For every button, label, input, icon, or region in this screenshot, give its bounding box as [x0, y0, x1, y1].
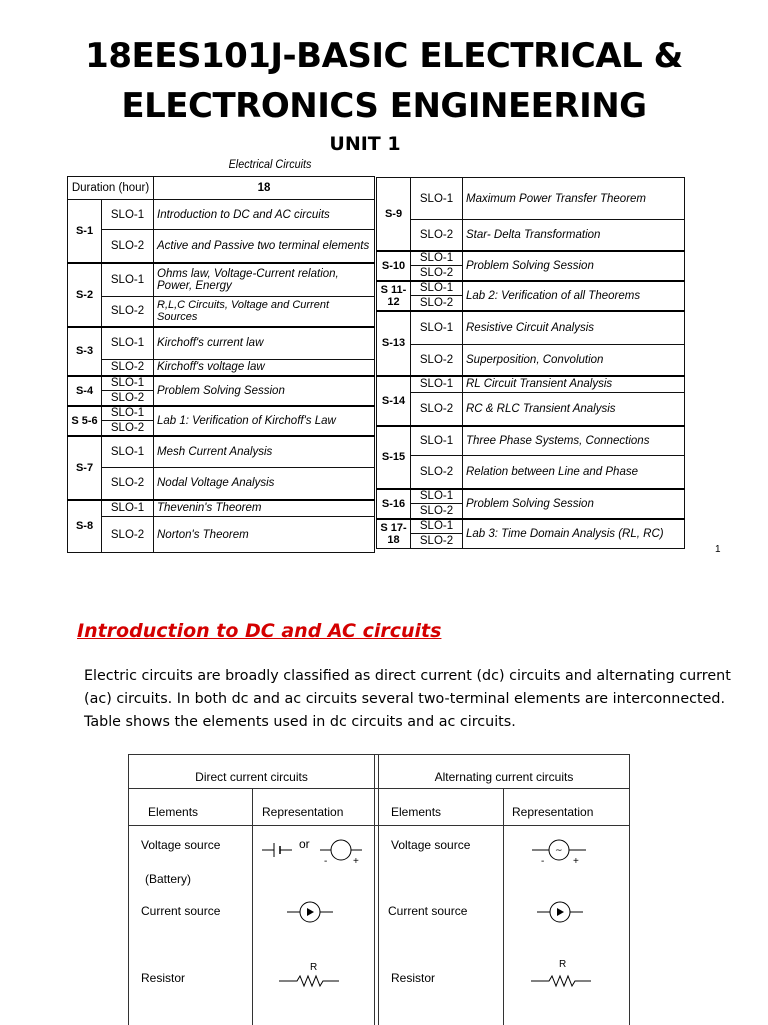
topic-cell: Problem Solving Session	[154, 376, 375, 406]
topic-cell: Ohms law, Voltage-Current relation, Power, Energy	[154, 263, 375, 297]
slo-cell: SLO-1	[411, 311, 463, 345]
slo-cell: SLO-2	[102, 360, 154, 376]
document-title-line1: 18EES101J-BASIC ELECTRICAL &	[85, 36, 683, 76]
topic-cell: Lab 2: Verification of all Theorems	[463, 281, 685, 311]
dc-row-battery: (Battery)	[145, 872, 192, 886]
section-paragraph: Electric circuits are broadly classified as direct current (dc) circuits and alternating current (ac) circuits. In both dc and ac circuits several two-terminal elements are interconnected. Table shows the elements used in dc circuits and ac circuits.	[84, 668, 731, 730]
dc-row-current-source: Current source	[141, 904, 221, 918]
topic-cell: Problem Solving Session	[463, 489, 685, 519]
resistor-icon	[277, 963, 341, 989]
session-cell: S-15	[377, 426, 411, 489]
slo-cell: SLO-1	[102, 200, 154, 230]
slo-cell: SLO-2	[411, 534, 463, 549]
topic-cell: Nodal Voltage Analysis	[154, 468, 375, 500]
slo-cell: SLO-2	[411, 266, 463, 281]
duration-label: Duration (hour)	[68, 177, 154, 200]
svg-text:+: +	[353, 856, 359, 865]
unit-label: UNIT 1	[329, 133, 401, 155]
topic-cell: Thevenin's Theorem	[154, 500, 375, 517]
ac-resistor-r-label: R	[559, 959, 567, 970]
slo-cell: SLO-2	[411, 220, 463, 251]
elements-table	[128, 754, 630, 1025]
slo-cell: SLO-1	[411, 519, 463, 534]
slo-cell: SLO-2	[411, 296, 463, 311]
slo-cell: SLO-1	[411, 489, 463, 504]
session-cell: S-13	[377, 311, 411, 376]
slo-cell: SLO-1	[411, 178, 463, 220]
dc-representation-col: Representation	[262, 805, 344, 819]
session-cell: S-9	[377, 178, 411, 251]
ac-row-current-source: Current source	[388, 904, 468, 918]
svg-text:-: -	[541, 856, 545, 867]
slo-cell: SLO-2	[102, 468, 154, 500]
slo-cell: SLO-1	[411, 281, 463, 296]
slo-cell: SLO-1	[102, 327, 154, 360]
dc-elements-col: Elements	[148, 805, 199, 819]
section-heading: Introduction to DC and AC circuits	[77, 620, 442, 642]
topic-cell: RL Circuit Transient Analysis	[463, 376, 685, 393]
duration-value: 18	[154, 177, 375, 200]
topic-cell: Resistive Circuit Analysis	[463, 311, 685, 345]
dc-row-voltage-source: Voltage source	[141, 838, 221, 852]
topic-cell: Star- Delta Transformation	[463, 220, 685, 251]
syllabus-caption: Electrical Circuits	[228, 157, 312, 171]
slo-cell: SLO-1	[411, 376, 463, 393]
slo-cell: SLO-2	[102, 517, 154, 553]
ac-header: Alternating current circuits	[434, 770, 574, 784]
session-cell: S-3	[68, 327, 102, 376]
topic-cell: Introduction to DC and AC circuits	[154, 200, 375, 230]
session-cell: S 17-18	[377, 519, 411, 549]
slo-cell: SLO-1	[102, 406, 154, 421]
page-number: 1	[715, 544, 721, 555]
slo-cell: SLO-1	[102, 376, 154, 391]
topic-cell: Three Phase Systems, Connections	[463, 426, 685, 456]
dc-header: Direct current circuits	[195, 770, 308, 784]
divider	[129, 825, 629, 826]
session-cell: S-16	[377, 489, 411, 519]
dc-row-resistor: Resistor	[141, 971, 186, 985]
svg-text:-: -	[324, 856, 328, 865]
syllabus-table-left	[67, 176, 375, 553]
divider	[378, 755, 379, 1025]
session-cell: S 5-6	[68, 406, 102, 436]
topic-cell: Kirchoff's voltage law	[154, 360, 375, 376]
current-source-icon	[285, 900, 335, 924]
ac-current-source-icon	[535, 900, 585, 924]
syllabus-table-right	[376, 177, 685, 549]
slo-cell: SLO-1	[411, 426, 463, 456]
session-cell: S-8	[68, 500, 102, 553]
topic-cell: Mesh Current Analysis	[154, 436, 375, 468]
topic-cell: Lab 3: Time Domain Analysis (RL, RC)	[463, 519, 685, 549]
svg-text:~: ~	[555, 846, 563, 856]
or-label: or	[299, 837, 310, 851]
slo-cell: SLO-1	[102, 436, 154, 468]
slo-cell: SLO-2	[411, 393, 463, 426]
topic-cell: RC & RLC Transient Analysis	[463, 393, 685, 426]
ac-representation-col: Representation	[512, 805, 594, 819]
topic-cell: Maximum Power Transfer Theorem	[463, 178, 685, 220]
topic-cell: Lab 1: Verification of Kirchoff's Law	[154, 406, 375, 436]
slo-cell: SLO-2	[102, 297, 154, 327]
session-cell: S-10	[377, 251, 411, 281]
slo-cell: SLO-2	[102, 391, 154, 406]
document-title-line2: ELECTRONICS ENGINEERING	[121, 86, 647, 126]
ac-row-voltage-source: Voltage source	[391, 838, 471, 852]
slo-cell: SLO-2	[411, 456, 463, 489]
session-cell: S-14	[377, 376, 411, 426]
topic-cell: R,L,C Circuits, Voltage and Current Sources	[154, 297, 375, 327]
session-cell: S-7	[68, 436, 102, 500]
ac-elements-col: Elements	[391, 805, 442, 819]
session-cell: S-4	[68, 376, 102, 406]
svg-text:+: +	[573, 856, 579, 867]
slo-cell: SLO-1	[411, 251, 463, 266]
session-cell: S-1	[68, 200, 102, 263]
divider	[374, 755, 375, 1025]
topic-cell: Norton's Theorem	[154, 517, 375, 553]
topic-cell: Active and Passive two terminal elements	[154, 230, 375, 263]
slo-cell: SLO-2	[411, 504, 463, 519]
slo-cell: SLO-1	[102, 263, 154, 297]
topic-cell: Problem Solving Session	[463, 251, 685, 281]
resistor-r-label: R	[310, 962, 318, 973]
session-cell: S 11-12	[377, 281, 411, 311]
slo-cell: SLO-2	[102, 421, 154, 436]
slo-cell: SLO-1	[102, 500, 154, 517]
session-cell: S-2	[68, 263, 102, 327]
ac-voltage-source-icon	[530, 835, 590, 867]
ac-row-resistor: Resistor	[391, 971, 436, 985]
divider	[129, 788, 629, 789]
topic-cell: Superposition, Convolution	[463, 345, 685, 376]
slo-cell: SLO-2	[411, 345, 463, 376]
topic-cell: Kirchoff's current law	[154, 327, 375, 360]
slo-cell: SLO-2	[102, 230, 154, 263]
battery-symbol-icon	[260, 835, 365, 865]
topic-cell: Relation between Line and Phase	[463, 456, 685, 489]
